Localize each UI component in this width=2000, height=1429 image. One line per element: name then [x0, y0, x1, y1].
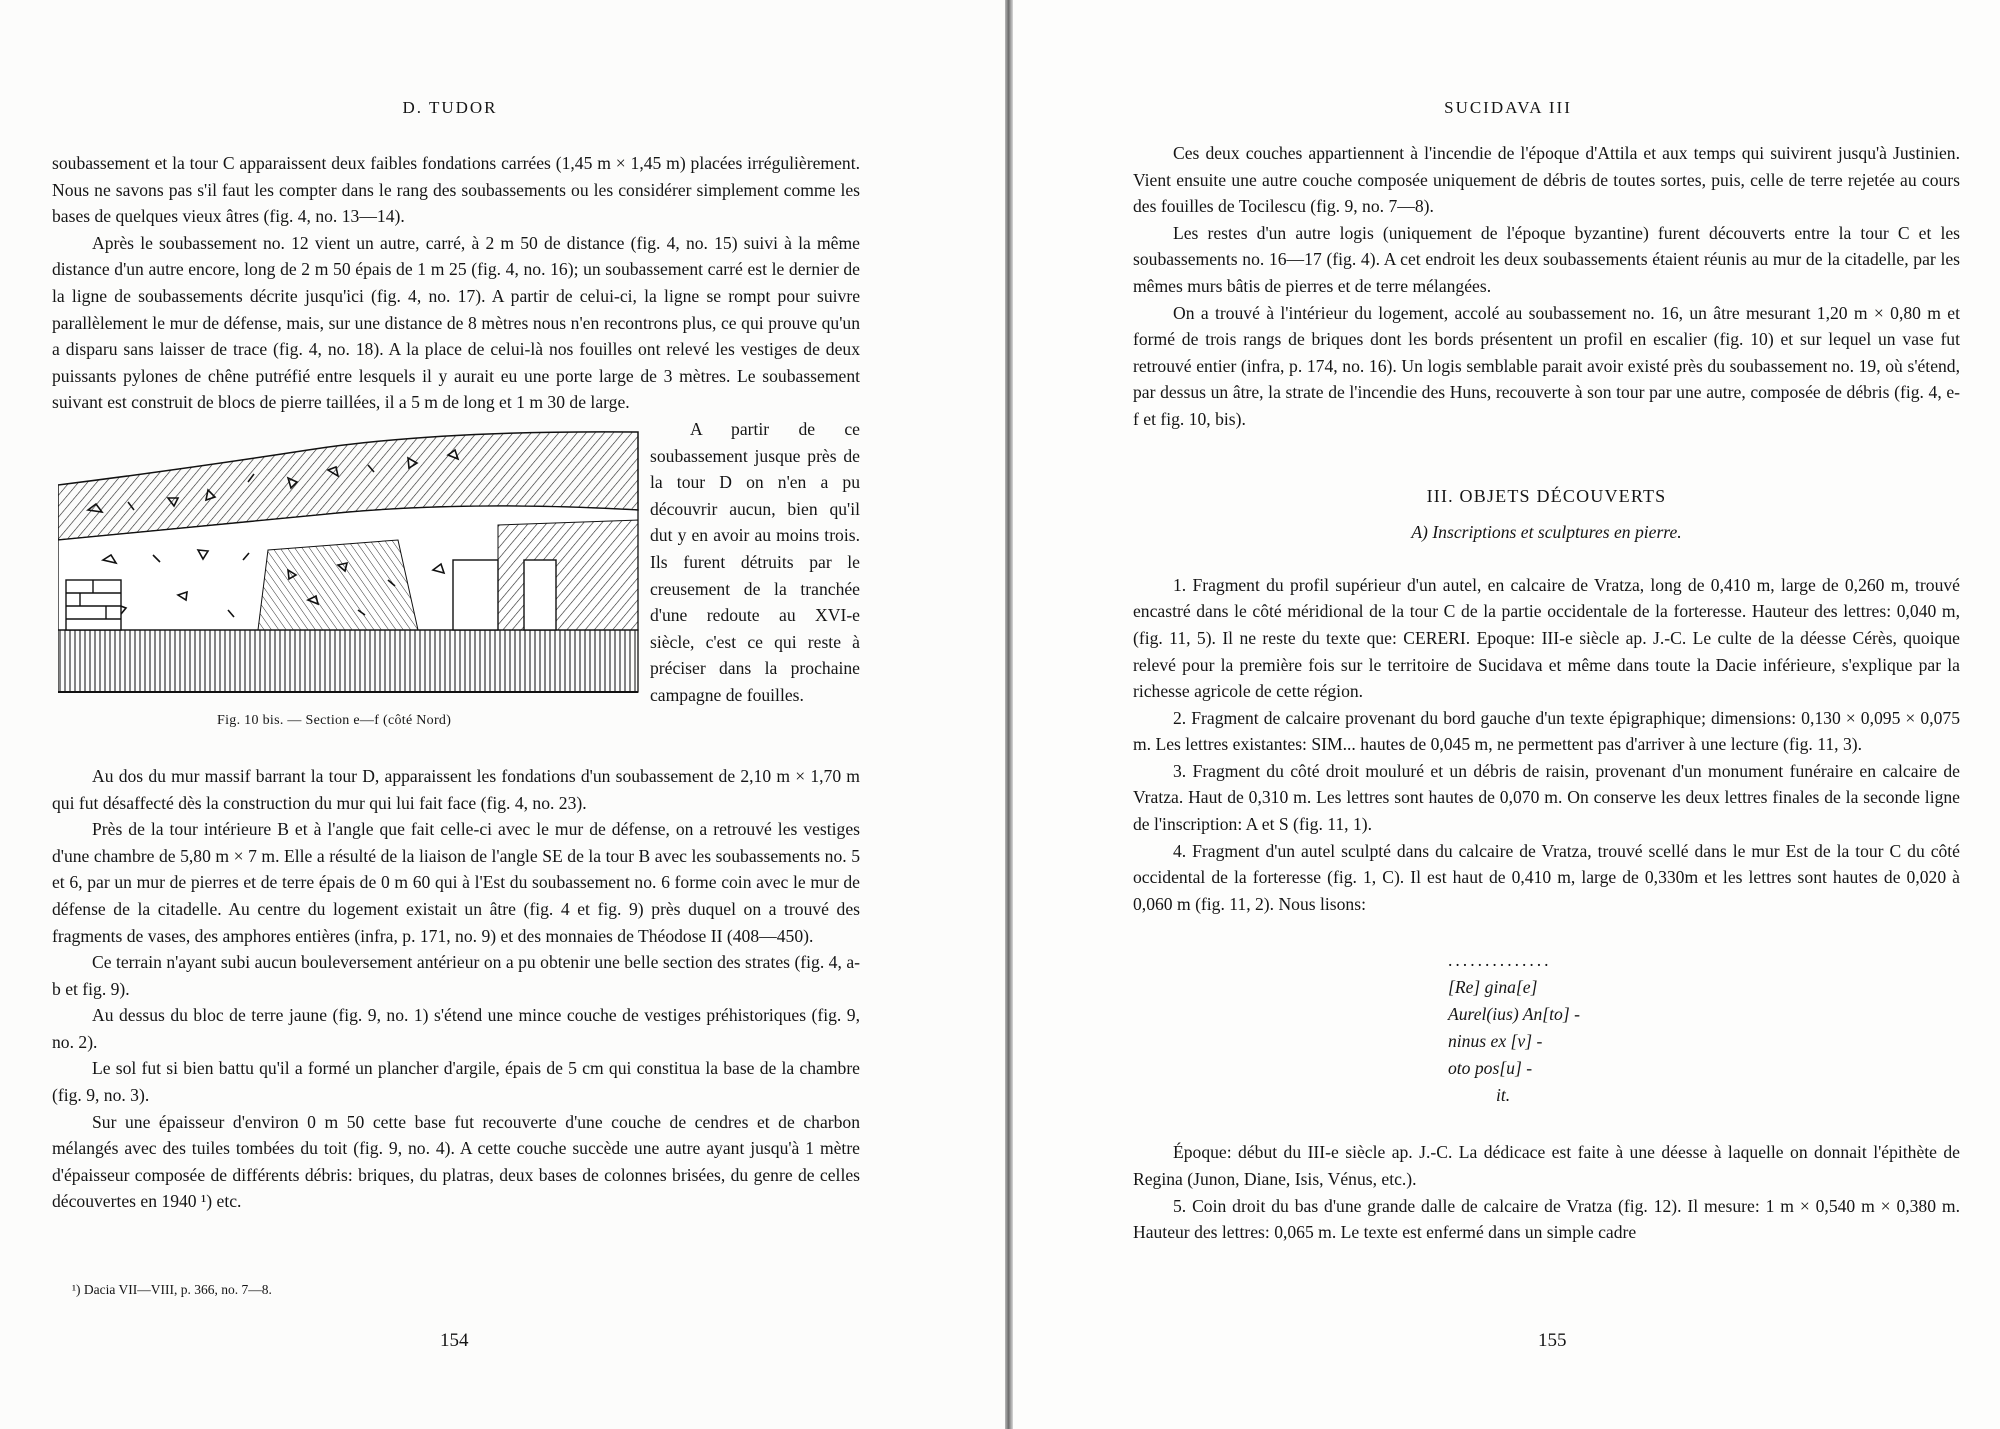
left-page-body — [52, 150, 860, 1215]
figure-section-drawing — [52, 430, 640, 750]
inscription-line: oto pos[u] - — [1448, 1058, 1533, 1079]
paragraph: Les restes d'un autre logis (uniquement de l'époque byzantine) furent découverts entre la tour C et les soubassements no. 16—17 (fig. 4). A cet endroit les deux soubassements étaient réunis au mur de la citadelle, par les mêmes murs bâtis de pierres et de terre mélangées. — [1133, 222, 1960, 296]
paragraph: On a trouvé à l'intérieur du logement, accolé au soubassement no. 16, un âtre mesurant 1,20 m × 0,80 m et formé de trois rangs de briques dont les bords présentent un profil en escalier (fig. 10) et sur lequel un vase fut retrouvé entier (infra, p. 174, no. 16). Un logis semblable parait avoir existé près du soubassement no. 19, où s'étend, par dessus un âtre, la strate de l'incendie des Huns, recouverte à son tour par une autre, composée de débris (fig. 4, e-f et fig. 10, bis). — [1133, 302, 1960, 429]
paragraph: Sur une épaisseur d'environ 0 m 50 cette base fut recouverte d'une couche de cendres et de charbon mélangés avec des tuiles tombées du toit (fig. 9, no. 4). A cette couche succède une autre ayant jusqu'à 1 mètre d'épaisseur composée de différents débris: briques, du platras, deux bases de colonnes brisées, du genre de celles découvertes en 1940 ¹) etc. — [52, 1111, 860, 1212]
running-head-right: SUCIDAVA III — [1444, 98, 1572, 117]
sub-heading-text: A) Inscriptions et sculptures en pierre. — [1411, 522, 1682, 543]
paragraph: 3. Fragment du côté droit mouluré et un débris de raisin, provenant d'un monument funéraire en calcaire de Vratza. Haut de 0,310 m. Les lettres sont hautes de 0,070 m. On conserve les deux lettres finales de la seconde ligne de l'inscription: A et S (fig. 11, 1). — [1133, 760, 1960, 835]
footnote: ¹) Dacia VII—VIII, p. 366, no. 7—8. — [72, 1282, 272, 1297]
sub-heading — [1133, 519, 1960, 546]
page-number-left: 154 — [440, 1330, 469, 1351]
paragraph: 1. Fragment du profil supérieur d'un autel, en calcaire de Vratza, long de 0,410 m, large de 0,260 m, trouvé encastré dans le côté méridional de la tour C de la partie occidentale de la forteresse. Hauteur des lettres: 0,040 m, (fig. 11, 5). Il ne reste du texte que: CERERI. Epoque: III-e siècle ap. J.-C. Le culte de la déesse Cérès, quoique relevé pour la première fois sur le territoire de Sucidava et même dans toute la Dacie inférieure, s'explique par la richesse agricole de cette région. — [1133, 574, 1960, 702]
paragraph: Après le soubassement no. 12 vient un autre, carré, à 2 m 50 de distance (fig. 4, no. 15) suivi à la même distance d'un autre encore, long de 2 m 50 épais de 1 m 25 (fig. 4, no. 16); un soubassement carré est le dernier de la ligne de soubassements décrite jusqu'ici (fig. 4, no. 17). A partir de celui-ci, la ligne se rompt pour suivre parallèlement le mur de défense, mais, sur une distance de 8 mètres nous n'en recontrons plus, ce qui prouve qu'un a disparu sans laisser de trace (fig. 4, no. 18). A la place de celui-là nos fouilles ont relevé les vestiges de deux puissants pylones de chêne putréfié entre lesquels il y aurait eu une porte large de 3 mètres. Le soubassement suivant est construit de blocs de pierre taillées, il a 5 m de long et 1 m 30 de large. — [52, 232, 860, 413]
paragraph: Époque: début du III-e siècle ap. J.-C. La dédicace est faite à une déesse à laquelle on donnait l'épithète de Regina (Junon, Diane, Isis, Vénus, etc.). — [1133, 1142, 1960, 1190]
inscription-line: ninus ex [v] - — [1448, 1031, 1543, 1052]
paragraph: 5. Coin droit du bas d'une grande dalle de calcaire de Vratza (fig. 12). Il mesure: 1 m × 0,540 m × 0,380 m. Hauteur des lettres: 0,065 m. Le texte est enfermé dans un simple cadre — [1133, 1195, 1960, 1243]
paragraph: 4. Fragment d'un autel sculpté dans du calcaire de Vratza, trouvé scellé dans le mur Est de la tour C du côté occidental de la forteresse (fig. 1, C). Il est haut de 0,410 m, large de 0,330m et les lettres sont hautes de 0,020 à 0,060 m (fig. 11, 2). Nous lisons: — [1133, 840, 1960, 914]
figure-side-text — [650, 416, 860, 709]
inscription-line: it. — [1496, 1085, 1511, 1106]
section-heading: III. OBJETS DÉCOUVERTS — [1426, 485, 1667, 506]
section-drawing — [58, 430, 640, 695]
page-number-right: 155 — [1538, 1330, 1567, 1351]
paragraph: Ce terrain n'ayant subi aucun bouleversement antérieur on a pu obtenir une belle section des strates (fig. 4, a-b et fig. 9). — [52, 952, 860, 999]
paragraph: Le sol fut si bien battu qu'il a formé un plancher d'argile, épais de 5 cm qui constitua la base de la chambre (fig. 9, no. 3). — [52, 1058, 860, 1106]
figure-caption: Fig. 10 bis. — Section e—f (côté Nord) — [217, 712, 452, 728]
paragraph: Ces deux couches appartiennent à l'incendie de l'époque d'Attila et aux temps qui suivirent jusqu'à Justinien. Vient ensuite une autre couche composée uniquement de débris de toutes sortes, puis, celle de terre rejetée au cours des fouilles de Tocilescu (fig. 9, no. 7—8). — [1133, 143, 1960, 217]
paragraph: Au dos du mur massif barrant la tour D, apparaissent les fondations d'un soubassement de 2,10 m × 1,70 m qui fut désaffecté dès la construction du mur qui lui fait face (fig. 4, no. 23). — [52, 765, 860, 813]
paragraph: soubassement et la tour C apparaissent deux faibles fondations carrées (1,45 m × 1,45 m) placées irrégulièrement. Nous ne savons pas s'il faut les compter dans le rang des soubassements ou les considérer simplement comme les bases de quelques vieux âtres (fig. 4, no. 13—14). — [52, 153, 860, 227]
right-page — [1013, 0, 2000, 1429]
running-head-left: D. TUDOR — [402, 98, 498, 117]
paragraph: 2. Fragment de calcaire provenant du bord gauche d'un texte épigraphique; dimensions: 0,130 × 0,095 × 0,075 m. Les lettres existantes: SIM... hautes de 0,045 m, ne permettent pas d'arriver à une lecture (fig. 11, 3). — [1133, 707, 1960, 755]
right-page-body — [1133, 140, 1960, 1246]
inscription-transcription — [1448, 947, 1960, 1109]
figure-wrap-zone — [52, 416, 860, 763]
inscription-line: [Re] gina[e] — [1448, 977, 1538, 998]
paragraph: A partir de ce soubassement jusque près de la tour D on n'en a pu découvrir aucun, bien qu'il dut y en avoir au moins trois. Ils furent détruits par le creusement de la tranchée d'une redoute au XVI-e siècle, c'est ce qui reste à préciser dans la prochaine campagne de fouilles. — [650, 418, 860, 705]
paragraph: Près de la tour intérieure B et à l'angle que fait celle-ci avec le mur de défense, on a retrouvé les vestiges d'une chambre de 5,80 m × 7 m. Elle a résulté de la liaison de l'angle SE de la tour B avec les soubassements no. 5 et 6, par un mur de pierres et de terre épais de 0 m 60 qui à l'Est du soubassement no. 6 forme coin avec le mur de défense de la citadelle. Au centre du logement existait un âtre (fig. 4 et fig. 9) près duquel on a trouvé des fragments de vases, des amphores entières (infra, p. 171, no. 9) et des monnaies de Théodose II (408—450). — [52, 819, 860, 946]
inscription-dots: .............. — [1448, 950, 1552, 971]
book-gutter — [1005, 0, 1013, 1429]
paragraph: Au dessus du bloc de terre jaune (fig. 9, no. 1) s'étend une mince couche de vestiges préhistoriques (fig. 9, no. 2). — [52, 1005, 860, 1052]
inscription-line: Aurel(ius) An[to] - — [1448, 1004, 1580, 1025]
